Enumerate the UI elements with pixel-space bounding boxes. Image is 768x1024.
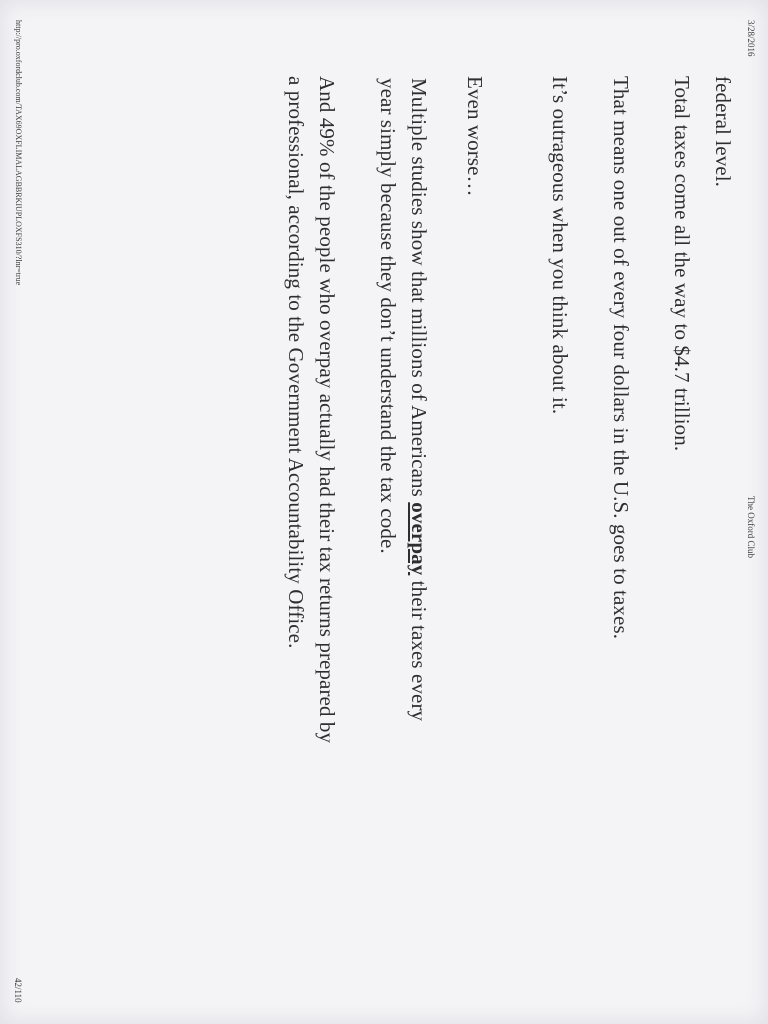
footer-page-number: 42/110 [13,978,23,1003]
paragraph-studies-line-1 [407,78,431,721]
text-even-worse: Even worse… [463,76,487,197]
text-outrageous: It’s outrageous when you think about it. [548,76,572,415]
overpay-emphasis: overpay [407,502,431,576]
text-four-dollars: That means one out of every four dollars in the U.S. goes to taxes. [609,76,633,640]
text-federal-level: federal level. [711,76,735,187]
header-date: 3/28/2016 [746,20,756,57]
footer-url: http://pro.oxfordclub.com/TAX69OXFLIMALAGBBRKIUPLOXFS310/?lnr=true [14,20,23,286]
paragraph-studies-line-2: year simply because they don’t understand the tax code. [376,78,400,554]
header-site-name: The Oxford Club [746,496,756,558]
paragraph-professional-line-1: And 49% of the people who overpay actually had their tax returns prepared by [315,76,339,744]
studies-text-before: Multiple studies show that millions of Americans [407,78,431,503]
studies-text-after: their taxes every [407,575,431,722]
paragraph-professional-line-2: a professional, according to the Government Accountability Office. [284,76,308,649]
text-total-taxes: Total taxes come all the way to $4.7 trillion. [670,76,694,452]
